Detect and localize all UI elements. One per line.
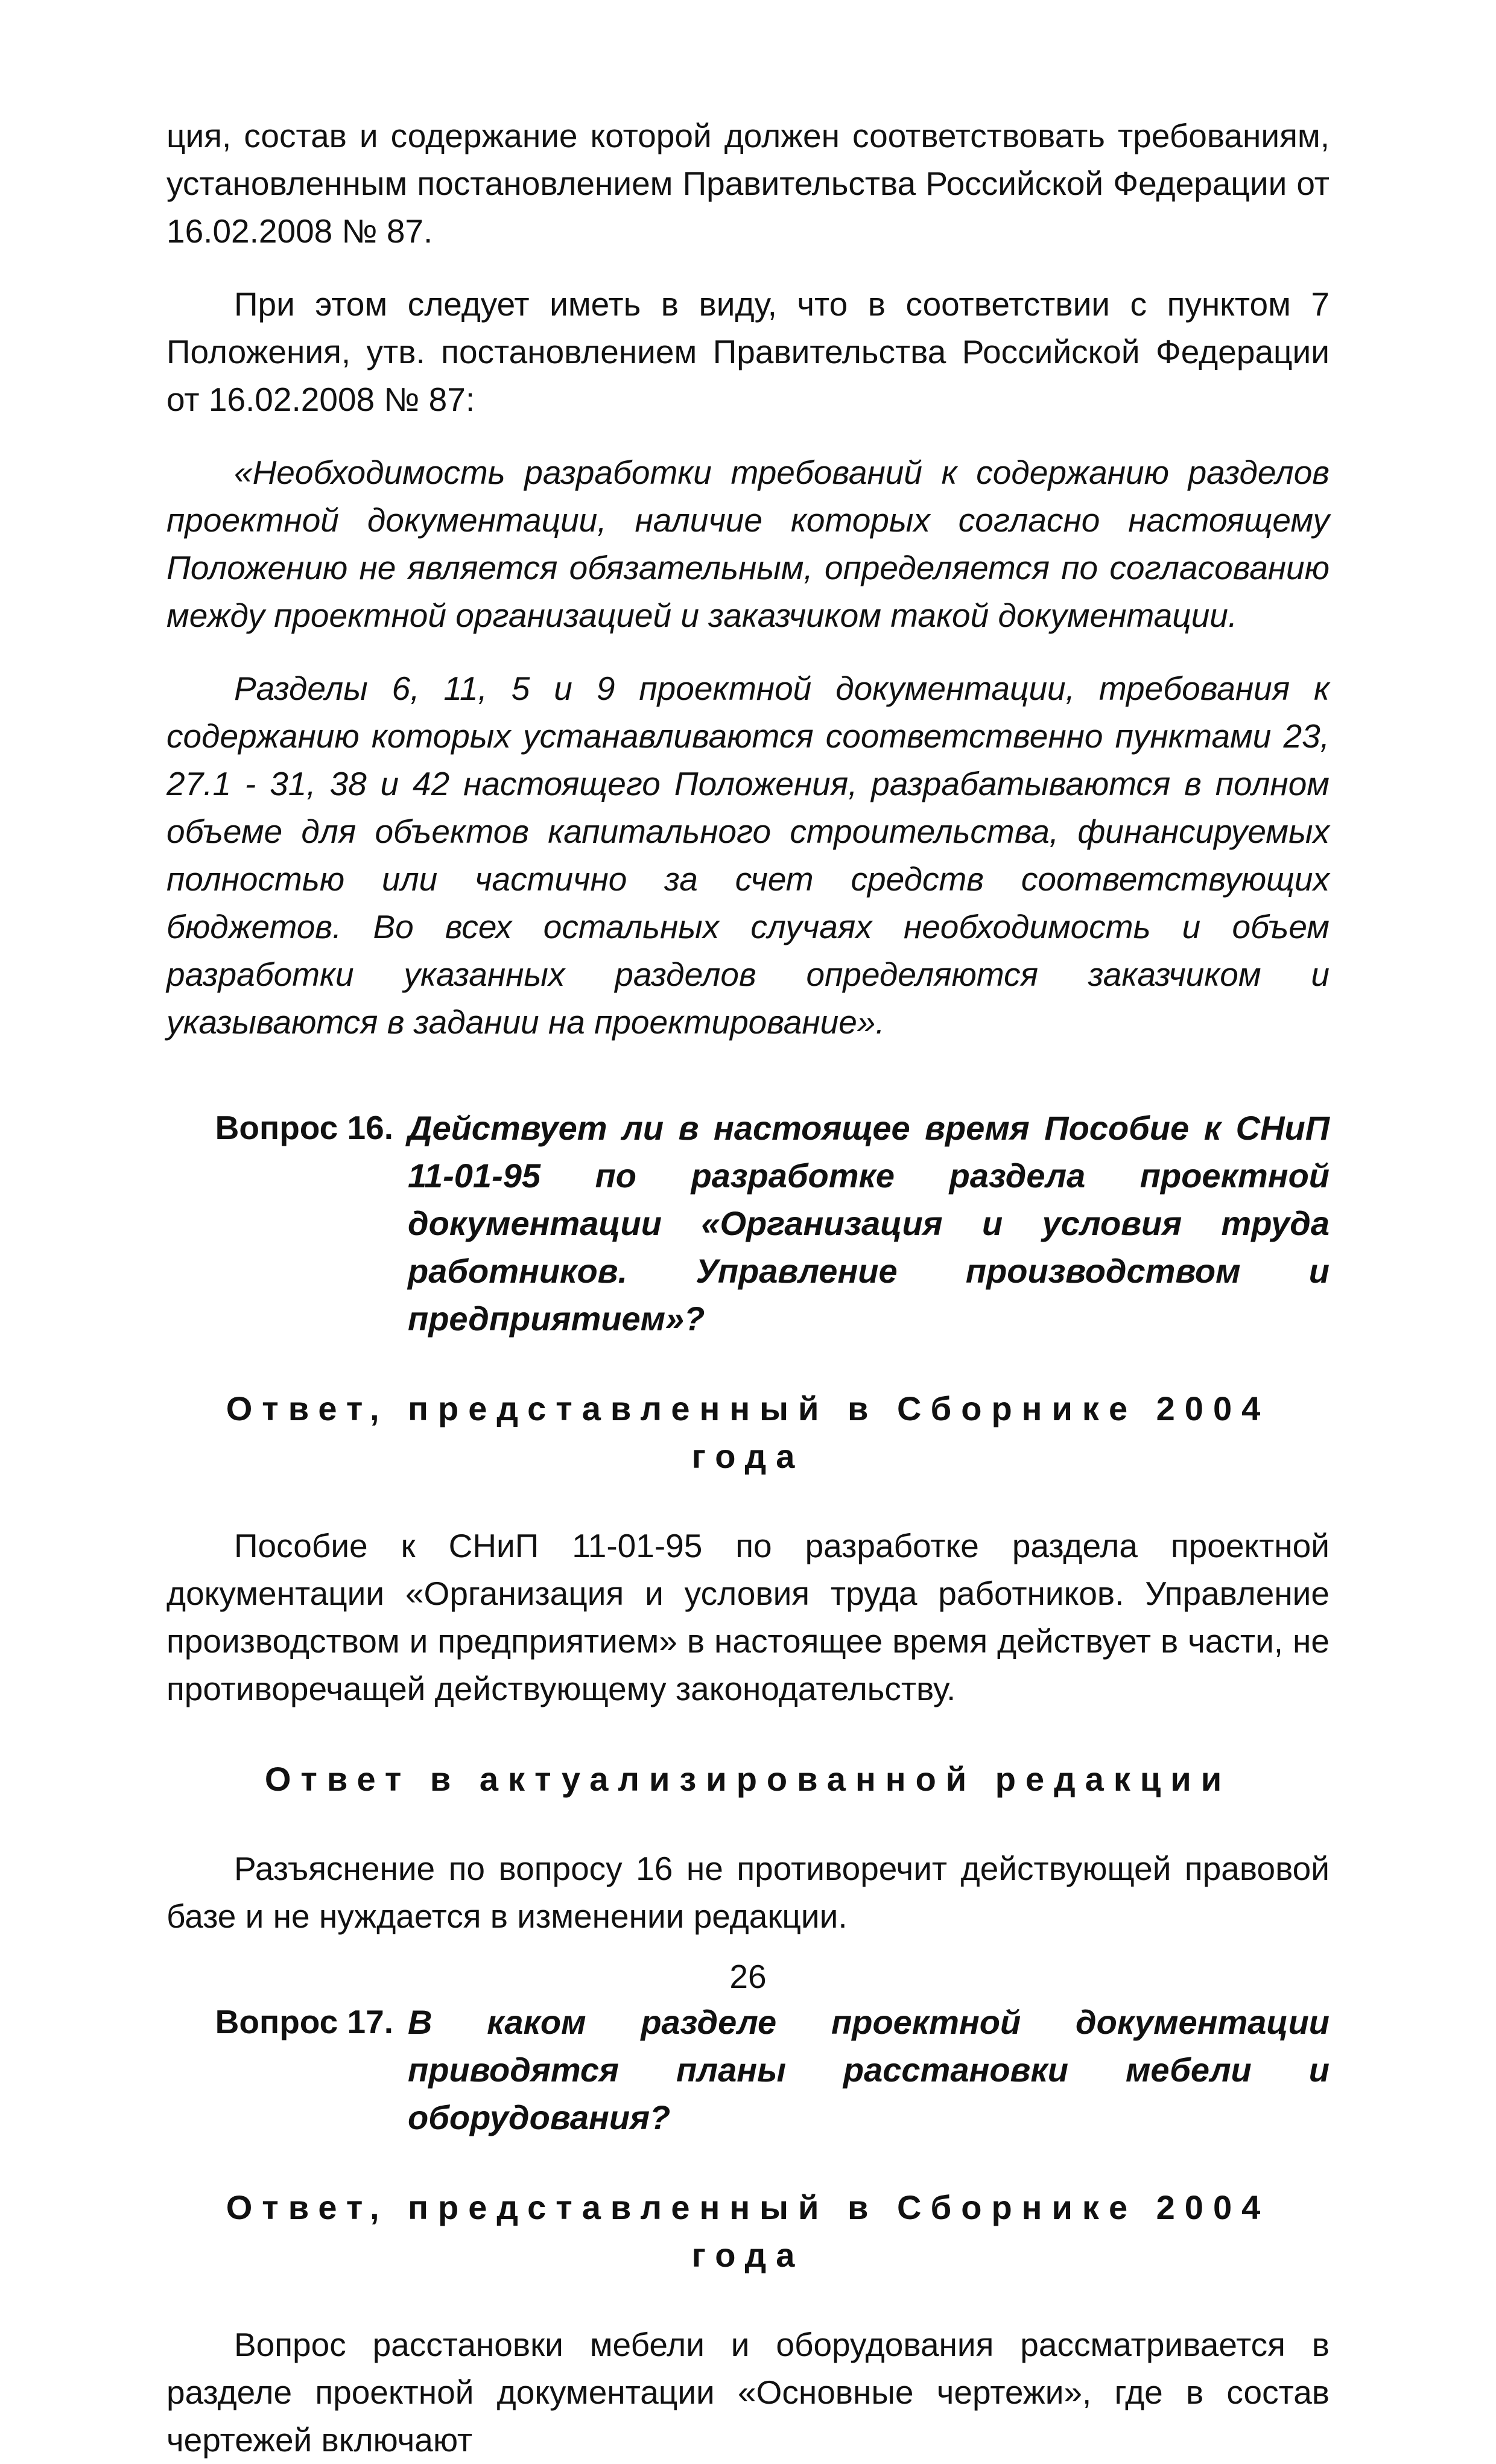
- paragraph-continuation: ция, состав и содержание которой должен соответствовать требованиям, установленным постановлением Правительства Российской Федерации от 16.02.2008 № 87.: [166, 117, 1330, 250]
- question-17-text: В каком разделе проектной документации приводятся планы расстановки мебели и оборудования?: [408, 2003, 1330, 2136]
- heading-answer-updated-q16: Ответ в актуализированной редакции: [264, 1760, 1232, 1798]
- answer-updated-q16: Разъяснение по вопросу 16 не противоречит действующей правовой базе и не нуждается в изменении редакции.: [166, 1850, 1330, 1935]
- quote-paragraph-2: Разделы 6, 11, 5 и 9 проектной документации, требования к содержанию которых устанавливаются соответственно пунктами 23, 27.1 - 31, 38 и 42 настоящего Положения, разрабатываются в полном объеме для объектов капитального строительства, финансируемых полностью или частично за счет средств соответствующих бюджетов. Во всех остальных случаях необходимость и объем разработки указанных разделов определяются заказчиком и указываются в задании на проектирование».: [166, 670, 1330, 1041]
- paragraph-reference: При этом следует иметь в виду, что в соответствии с пунктом 7 Положения, утв. постановлением Правительства Российской Федерации от 16.02.2008 № 87:: [166, 285, 1330, 418]
- question-16: [166, 1104, 1330, 1342]
- question-16-label: Вопрос 16.: [215, 1109, 393, 1146]
- question-17-label: Вопрос 17.: [215, 2003, 393, 2040]
- question-17: [166, 1998, 1330, 2141]
- heading-answer-2004-q17: Ответ, представленный в Сборнике 2004 года: [226, 2188, 1270, 2274]
- quote-paragraph-1: «Необходимость разработки требований к содержанию разделов проектной документации, наличие которых согласно настоящему Положению не является обязательным, определяется по согласованию между проектной организацией и заказчиком такой документации.: [166, 454, 1330, 634]
- page-number: 26: [729, 1958, 767, 1995]
- question-16-text: Действует ли в настоящее время Пособие к СНиП 11-01-95 по разработке раздела проектной документации «Организация и условия труда работников. Управление производством и предприятием»?: [408, 1109, 1330, 1338]
- page-body: [166, 112, 1330, 2464]
- answer-2004-q17: Вопрос расстановки мебели и оборудования рассматривается в разделе проектной документации «Основные чертежи», где в состав чертежей включают: [166, 2326, 1330, 2459]
- answer-2004-q16: Пособие к СНиП 11-01-95 по разработке раздела проектной документации «Организация и условия труда работников. Управление производством и предприятием» в настоящее время действует в части, не противоречащей действующему законодательству.: [166, 1527, 1330, 1707]
- heading-answer-2004-q16: Ответ, представленный в Сборнике 2004 года: [226, 1389, 1270, 1475]
